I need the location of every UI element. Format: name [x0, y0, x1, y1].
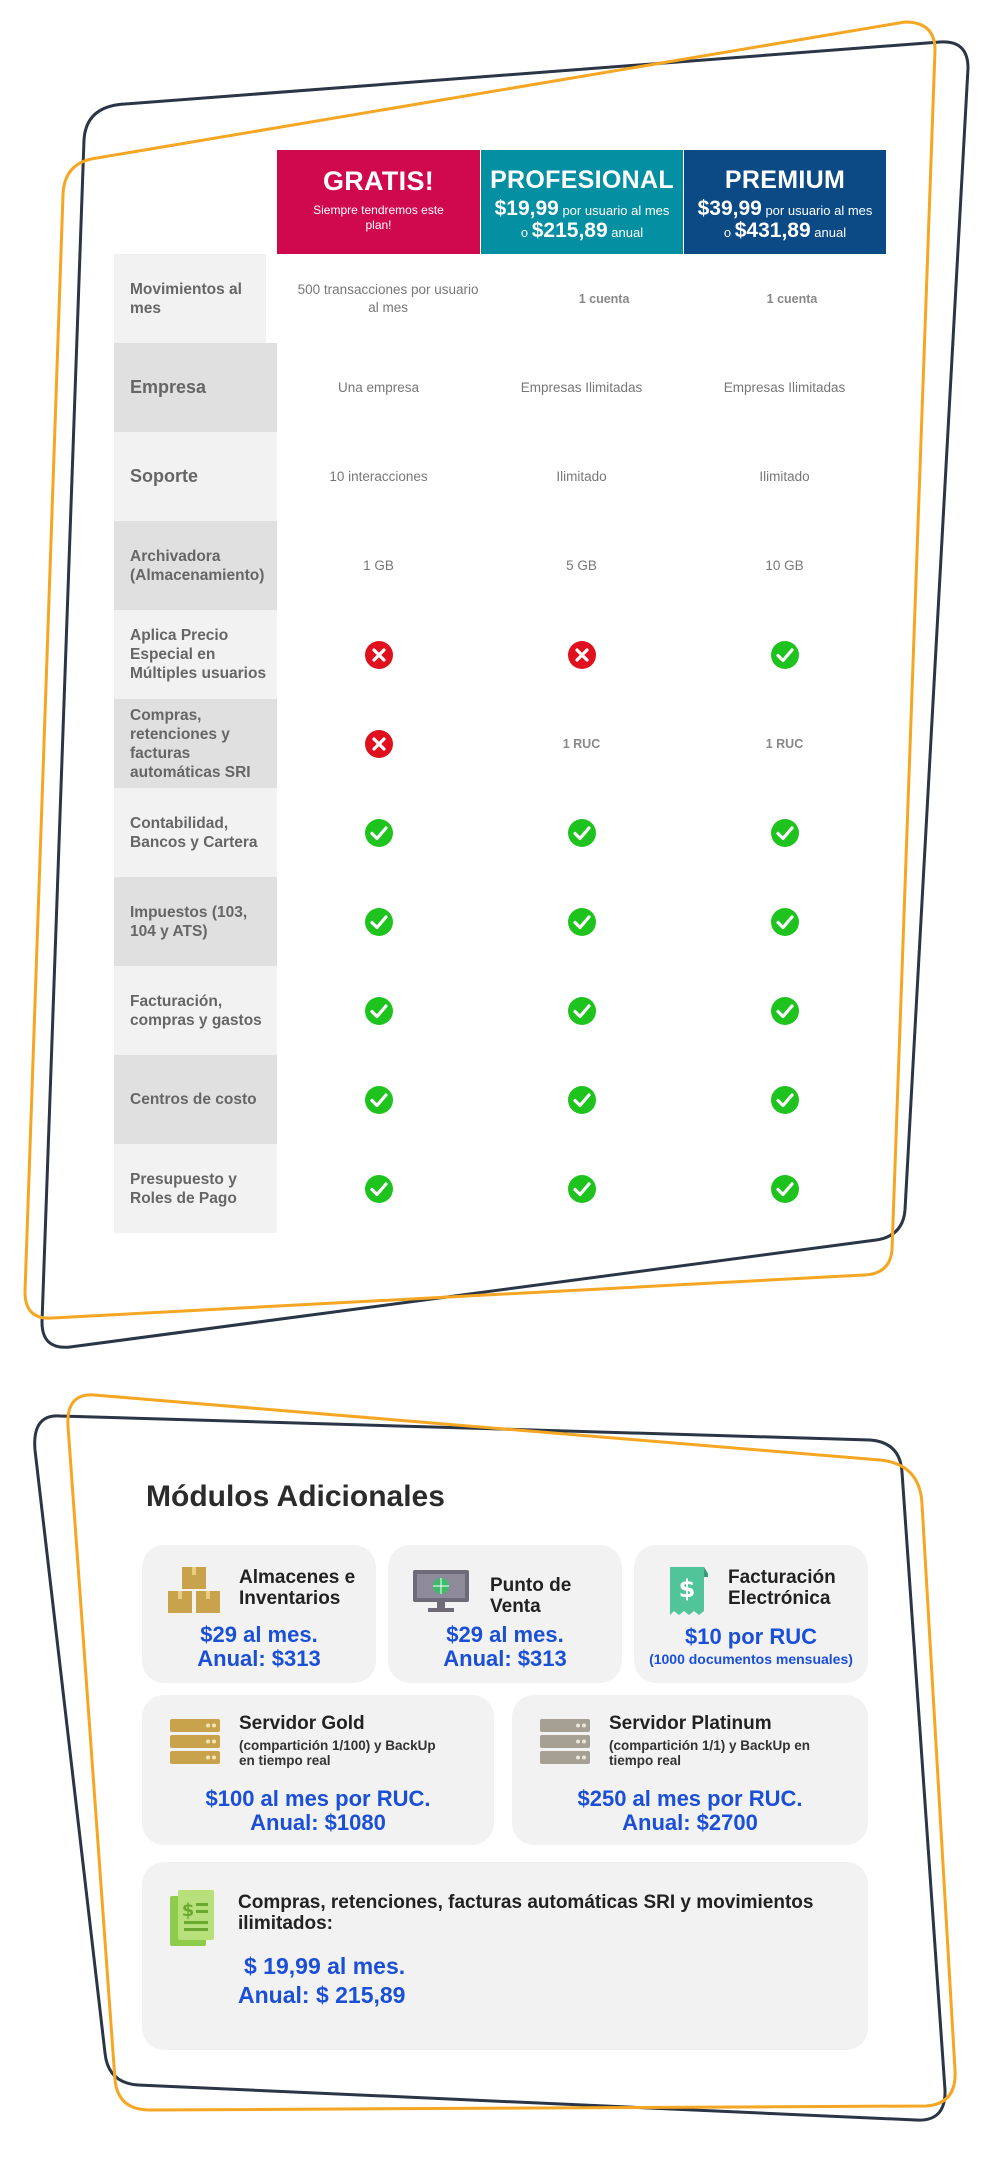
module-punto-venta-title [490, 1575, 571, 1617]
module-punto-venta-price [388, 1623, 622, 1671]
feature-cell-pro [480, 966, 683, 1055]
check-icon [567, 1174, 597, 1204]
check-icon [567, 907, 597, 937]
price-line-1: $ 19,99 al mes. [244, 1953, 406, 1979]
annual-price: $431,89 [734, 219, 811, 242]
module-facturacion-title [728, 1567, 836, 1609]
module-almacenes-price [142, 1623, 376, 1671]
pricing-row [114, 432, 886, 521]
check-icon [770, 818, 800, 848]
title-line-2: Inventarios [239, 1588, 341, 1609]
price-line-2: Anual: $313 [443, 1646, 567, 1671]
price-line-2: Anual: $1080 [250, 1810, 386, 1835]
feature-cell-gratis [277, 788, 480, 877]
feature-label: Aplica Precio Especial en Múltiples usuarios [114, 610, 277, 699]
feature-cell-pro [480, 610, 683, 699]
feature-cell-gratis [277, 1144, 480, 1233]
feature-cell-premium [683, 966, 886, 1055]
feature-cell-gratis: Una empresa [337, 379, 420, 395]
module-servidor-gold[interactable] [142, 1695, 494, 1845]
module-servidor-gold-title: Servidor Gold [239, 1713, 365, 1734]
feature-cell-gratis [277, 699, 480, 788]
feature-label: Empresa [114, 343, 277, 432]
module-compras-sri-title [238, 1892, 813, 1934]
check-icon [364, 818, 394, 848]
feature-cell-gratis: 500 transacciones por usuario al mes [297, 281, 479, 315]
module-compras-sri[interactable] [142, 1862, 868, 2050]
plan-gratis-subtitle-text: Siempre tendremos este plan! [313, 203, 444, 232]
feature-label: Archivadora (Almacenamiento) [114, 521, 277, 610]
pricing-row [114, 254, 886, 343]
module-servidor-platinum-price [512, 1787, 868, 1835]
feature-cell-premium: 10 GB [765, 557, 804, 573]
boxes-icon [166, 1565, 222, 1615]
receipt-icon [666, 1565, 708, 1617]
feature-cell-gratis [277, 966, 480, 1055]
feature-label: Facturación, compras y gastos [114, 966, 277, 1055]
price-line-2: Anual: $2700 [622, 1810, 758, 1835]
plan-gratis-subtitle [277, 203, 480, 233]
svg-text:$: $ [181, 1900, 195, 1921]
module-servidor-gold-desc [239, 1738, 436, 1768]
feature-cell-pro [480, 1055, 683, 1144]
feature-cell-premium [683, 610, 886, 699]
module-facturacion[interactable] [634, 1545, 868, 1683]
module-facturacion-note: (1000 documentos mensuales) [649, 1651, 853, 1667]
feature-cell-premium [683, 1144, 886, 1233]
module-servidor-platinum[interactable] [512, 1695, 868, 1845]
title-line-2: Electrónica [728, 1588, 831, 1609]
feature-cell-pro: 5 GB [566, 557, 597, 573]
feature-label: Centros de costo [114, 1055, 277, 1144]
price-line-1: $250 al mes por RUC. [577, 1786, 803, 1811]
server-icon [170, 1719, 220, 1765]
feature-cell-premium: 1 RUC [765, 736, 804, 751]
monitor-icon [412, 1569, 470, 1613]
module-punto-venta[interactable] [388, 1545, 622, 1683]
svg-text:$: $ [678, 1575, 696, 1603]
feature-cell-premium: Ilimitado [759, 468, 810, 484]
title-line-1: Almacenes e [239, 1567, 356, 1588]
check-icon [770, 996, 800, 1026]
pricing-table [114, 150, 886, 1233]
feature-cell-premium [683, 877, 886, 966]
title-line-2: ilimitados: [238, 1913, 334, 1934]
check-icon [770, 1174, 800, 1204]
pricing-rows [114, 254, 886, 1233]
plan-premium [683, 150, 886, 254]
feature-cell-premium: Empresas Ilimitadas [723, 379, 846, 395]
annual-suffix: anual [814, 225, 847, 240]
check-icon [770, 1085, 800, 1115]
price-line-2: Anual: $313 [197, 1646, 321, 1671]
feature-cell-pro [480, 877, 683, 966]
feature-label: Compras, retenciones y facturas automáticas SRI [114, 699, 277, 788]
annual-prefix: o [520, 225, 529, 240]
price-line-1: $29 al mes. [446, 1622, 564, 1647]
feature-cell-pro: 1 cuenta [578, 291, 630, 306]
feature-label: Movimientos al mes [114, 254, 266, 343]
pricing-row [114, 343, 886, 432]
check-icon [364, 907, 394, 937]
module-almacenes[interactable] [142, 1545, 376, 1683]
pricing-row [114, 1144, 886, 1233]
check-icon [770, 907, 800, 937]
title-line-1: Compras, retenciones, facturas automáticas SRI y movimientos [238, 1892, 814, 1913]
module-compras-sri-price [238, 1952, 405, 2010]
document-icon [170, 1890, 216, 1948]
annual-suffix: anual [611, 225, 644, 240]
pricing-row [114, 699, 886, 788]
check-icon [567, 996, 597, 1026]
pricing-row [114, 966, 886, 1055]
module-servidor-platinum-desc [609, 1738, 810, 1768]
price-suffix: por usuario al mes [562, 203, 670, 218]
plan-gratis-name: GRATIS! [322, 166, 435, 196]
desc-line-2: en tiempo real [239, 1753, 331, 1768]
check-icon [364, 996, 394, 1026]
feature-cell-gratis [277, 877, 480, 966]
desc-line-1: (compartición 1/1) y BackUp en [609, 1738, 811, 1753]
plan-profesional-name: PROFESIONAL [490, 166, 674, 194]
price-line-1: $100 al mes por RUC. [205, 1786, 431, 1811]
price-line-2: Anual: $ 215,89 [238, 1982, 406, 2008]
check-icon [364, 1085, 394, 1115]
price-line-1: $29 al mes. [200, 1622, 318, 1647]
feature-cell-premium: 1 cuenta [766, 291, 818, 306]
feature-label: Contabilidad, Bancos y Cartera [114, 788, 277, 877]
feature-cell-pro: 1 RUC [562, 736, 601, 751]
annual-prefix: o [723, 225, 732, 240]
annual-price: $215,89 [531, 219, 608, 242]
feature-cell-pro [480, 788, 683, 877]
price-suffix: por usuario al mes [765, 203, 873, 218]
pricing-row [114, 521, 886, 610]
feature-cell-premium [683, 788, 886, 877]
desc-line-1: (compartición 1/100) y BackUp [239, 1738, 436, 1753]
price-value: $39,99 [697, 197, 762, 220]
cross-icon [364, 640, 394, 670]
pricing-header [277, 150, 886, 254]
feature-cell-gratis [277, 1055, 480, 1144]
feature-cell-premium [683, 1055, 886, 1144]
cross-icon [567, 640, 597, 670]
check-icon [770, 640, 800, 670]
module-facturacion-price: $10 por RUC [684, 1624, 818, 1649]
feature-label: Soporte [114, 432, 277, 521]
modules-title: Módulos Adicionales [146, 1480, 445, 1513]
plan-gratis [277, 150, 480, 254]
plan-profesional [480, 150, 683, 254]
pricing-row [114, 610, 886, 699]
plan-premium-price [684, 199, 886, 221]
title-line-1: Punto de [490, 1575, 572, 1596]
feature-cell-gratis: 1 GB [363, 557, 394, 573]
title-line-2: Venta [490, 1596, 541, 1617]
feature-cell-gratis: 10 interacciones [329, 468, 428, 484]
desc-line-2: tiempo real [609, 1753, 682, 1768]
feature-label: Impuestos (103, 104 y ATS) [114, 877, 277, 966]
pricing-row [114, 788, 886, 877]
feature-cell-pro: Ilimitado [556, 468, 607, 484]
plan-profesional-annual [481, 221, 683, 243]
check-icon [567, 818, 597, 848]
server-icon [540, 1719, 590, 1765]
check-icon [567, 1085, 597, 1115]
feature-cell-gratis [277, 610, 480, 699]
module-almacenes-title [239, 1567, 355, 1609]
plan-premium-name: PREMIUM [724, 166, 846, 194]
module-servidor-gold-price [142, 1787, 494, 1835]
plan-premium-annual [684, 221, 886, 243]
check-icon [364, 1174, 394, 1204]
price-value: $19,99 [494, 197, 559, 220]
feature-label: Presupuesto y Roles de Pago [114, 1144, 277, 1233]
plan-profesional-price [481, 199, 683, 221]
feature-cell-pro: Empresas Ilimitadas [520, 379, 643, 395]
pricing-row [114, 877, 886, 966]
module-servidor-platinum-title: Servidor Platinum [609, 1713, 772, 1734]
pricing-row [114, 1055, 886, 1144]
cross-icon [364, 729, 394, 759]
title-line-1: Facturación [728, 1567, 836, 1588]
feature-cell-pro [480, 1144, 683, 1233]
